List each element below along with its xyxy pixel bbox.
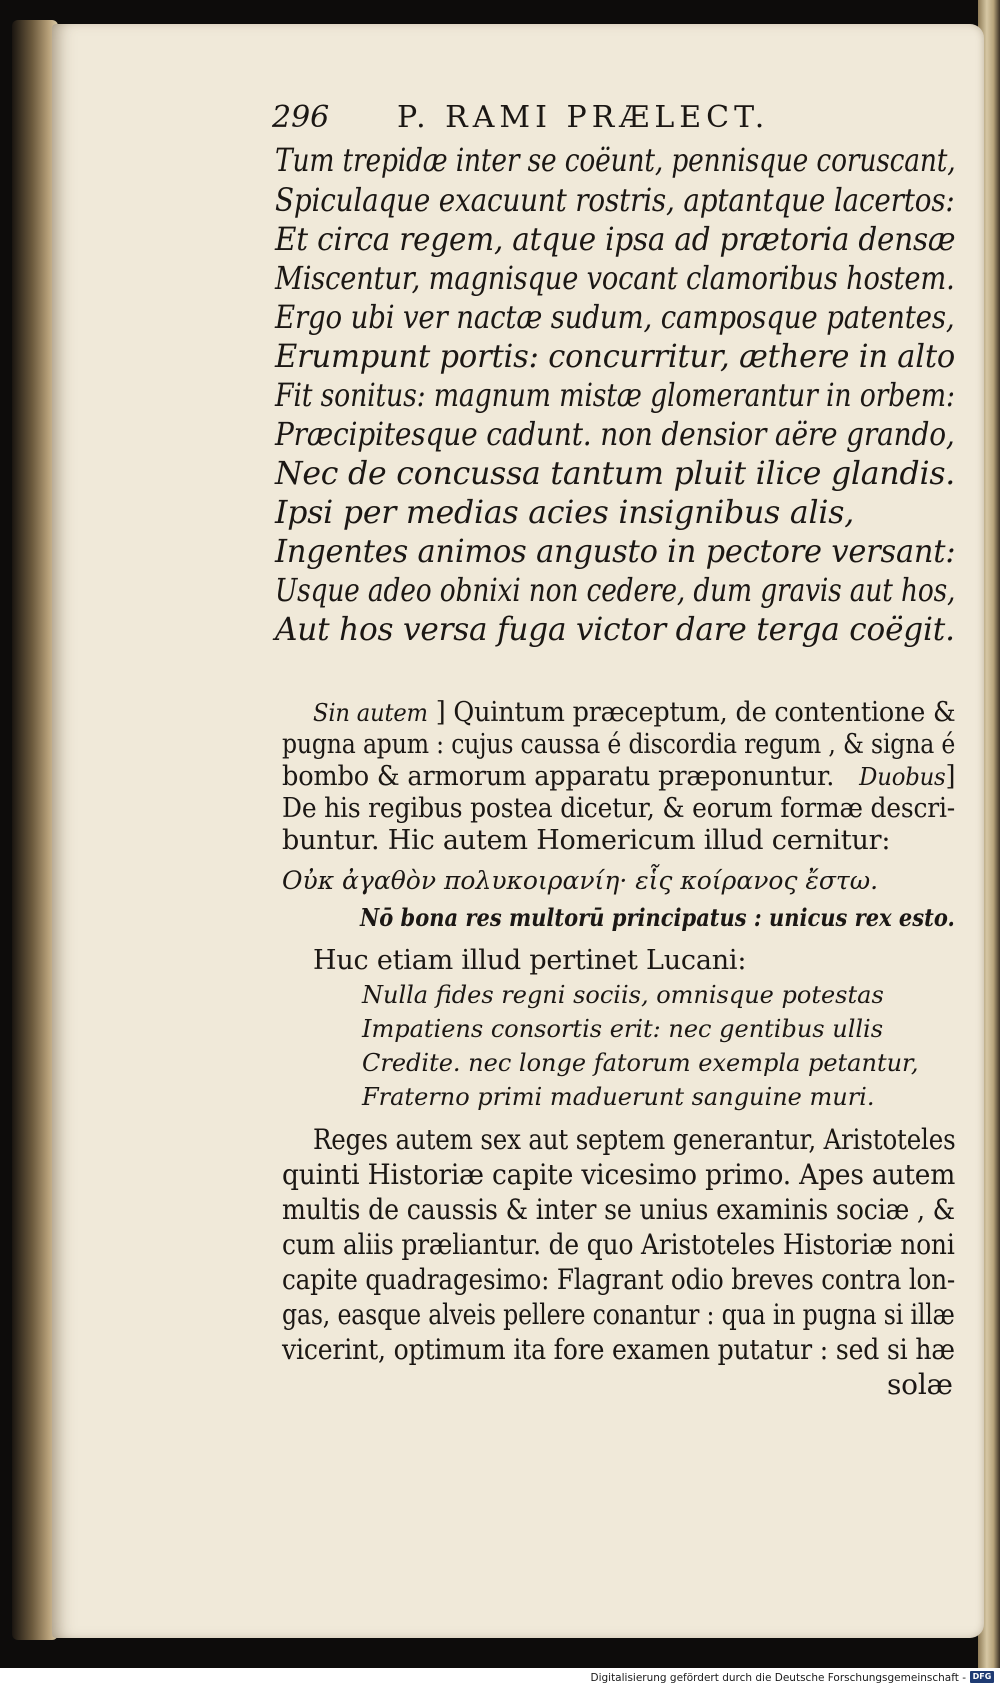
paragraph-line: vicerint, optimum ita fore examen putatur : sed si hæ: [282, 1333, 955, 1366]
commentary-text: ] Quintum præceptum, de contentione &: [435, 697, 956, 728]
paragraph-line: multis de caussis & inter se unius examinis sociæ , &: [282, 1193, 955, 1226]
lucan-intro: Huc etiam illud pertinet Lucani:: [313, 945, 747, 976]
catchword: solæ: [887, 1368, 953, 1401]
lucan-verse: Credite. nec longe fatorum exempla petantur,: [362, 1049, 919, 1077]
verse-line: Ergo ubi ver nactæ sudum, camposque patentes,: [275, 300, 955, 336]
paragraph-line: Reges autem sex aut septem generantur, Aristoteles: [313, 1123, 956, 1156]
verse-line: Ingentes animos angusto in pectore versant:: [275, 534, 956, 570]
verse-line: Spiculaque exacuunt rostris, aptantque lacertos:: [275, 183, 955, 219]
commentary-line: [313, 697, 956, 728]
verse-line: Tum trepidæ inter se coëunt, pennisque coruscant,: [275, 143, 956, 179]
greek-quote: Οὐκ ἀγαθὸν πολυκοιρανίη· εἷς κοίρανος ἔστω.: [282, 866, 879, 895]
lucan-verse: Fraterno primi maduerunt sanguine muri.: [362, 1083, 875, 1111]
paragraph-line: gas, easque alveis pellere conantur : qua in pugna si illæ: [282, 1298, 955, 1331]
paragraph-line: cum aliis præliantur. de quo Aristoteles Historiæ noni: [282, 1228, 955, 1261]
commentary-line: buntur. Hic autem Homericum illud cernitur:: [282, 825, 891, 856]
commentary-line: [282, 761, 955, 792]
latin-translation: Nō bona res multorū principatus : unicus rex esto.: [360, 903, 955, 932]
lemma-bracket: ]: [945, 761, 956, 792]
commentary-line: De his regibus postea dicetur, & eorum formæ descri-: [282, 793, 956, 824]
lemma: Sin autem: [313, 699, 428, 727]
lucan-verse: Nulla fides regni sociis, omnisque potestas: [362, 981, 884, 1009]
verse-line: Miscentur, magnisque vocant clamoribus hostem.: [275, 261, 955, 297]
commentary-line: pugna apum : cujus caussa é discordia regum , & signa é: [282, 729, 956, 760]
verse-line: Usque adeo obnixi non cedere, dum gravis aut hos,: [275, 573, 956, 609]
page-number: 296: [272, 100, 330, 135]
verse-line: Nec de concussa tantum pluit ilice glandis.: [275, 456, 956, 492]
verse-line: Præcipitesque cadunt. non densior aëre grando,: [275, 417, 955, 453]
verse-line: Fit sonitus: magnum mistæ glomerantur in orbem:: [275, 378, 955, 414]
lucan-verse: Impatiens consortis erit: nec gentibus ullis: [362, 1015, 884, 1043]
dfg-logo: DFG: [970, 1671, 994, 1683]
verse-line: Ipsi per medias acies insignibus alis,: [275, 495, 855, 531]
commentary-text: bombo & armorum apparatu præponuntur.: [282, 761, 835, 792]
paragraph-line: quinti Historiæ capite vicesimo primo. Apes autem: [282, 1158, 956, 1191]
verse-line: Aut hos versa fuga victor dare terga coëgit.: [275, 612, 955, 648]
lemma: Duobus: [859, 763, 946, 791]
verse-line: Erumpunt portis: concurritur, æthere in alto: [275, 339, 956, 375]
digitization-credit: Digitalisierung gefördert durch die Deutsche Forschungsgemeinschaft -: [590, 1672, 966, 1684]
running-title: P. RAMI PRÆLECT.: [397, 100, 770, 135]
verse-line: Et circa regem, atque ipsa ad prætoria densæ: [275, 222, 956, 258]
paragraph-line: capite quadragesimo: Flagrant odio breves contra lon-: [282, 1263, 956, 1296]
